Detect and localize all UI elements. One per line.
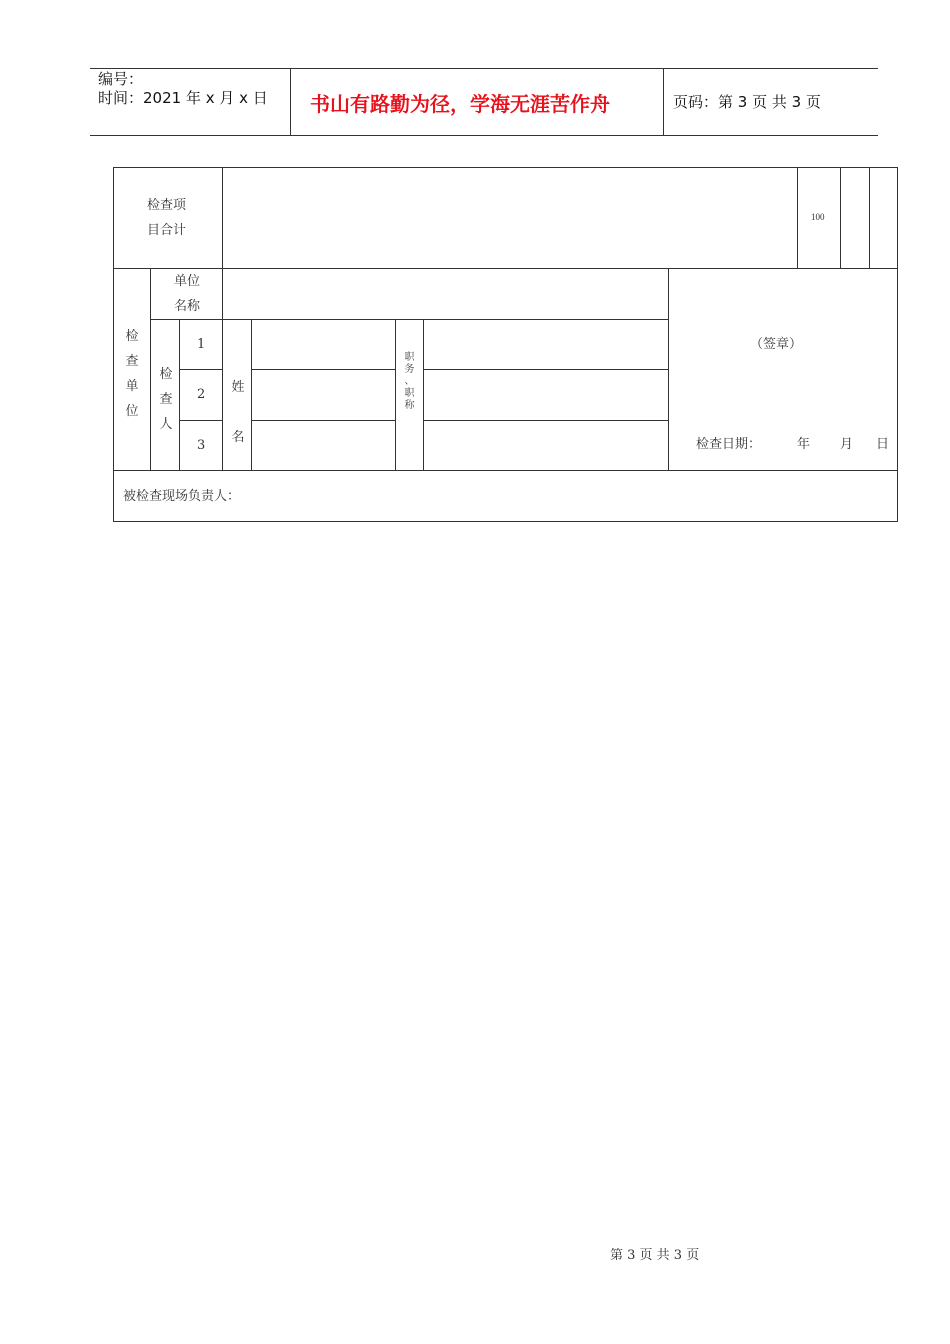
unit-label-divider: [150, 268, 151, 471]
unit-name-label-line2: 名称: [174, 299, 201, 314]
inspector-label: [153, 363, 179, 438]
title-char-2: 务: [404, 364, 415, 375]
header-divider-right: [663, 68, 664, 136]
total-score: 100: [811, 212, 825, 222]
site-responsible-field[interactable]: [260, 472, 896, 520]
footer-page-indicator: 第 3 页 共 3 页: [610, 1248, 700, 1263]
header-bottom-rule: [90, 135, 878, 136]
table-bottom-border: [113, 521, 898, 522]
inspector-row2-bottom: [179, 420, 223, 421]
title-char-3: 、: [404, 376, 415, 387]
title-column-label: [396, 352, 423, 412]
table-left-border: [113, 167, 114, 522]
title-char-5: 称: [404, 400, 415, 411]
name-label: [226, 376, 250, 451]
inspector-char-1: 检: [159, 367, 173, 382]
unit-section-char-3: 单: [125, 379, 139, 394]
inspector-name-field-1[interactable]: [252, 320, 394, 368]
motto: 书山有路勤为径，学海无涯苦作舟: [310, 92, 610, 116]
serial-label: 编号：: [98, 70, 144, 88]
date-day-label: 日: [876, 437, 890, 452]
score-col-left: [797, 167, 798, 269]
title-char-4: 职: [404, 388, 415, 399]
site-responsible-label: 被检查现场负责人：: [123, 489, 241, 504]
table-right-border: [897, 167, 898, 522]
inspector-name-field-3[interactable]: [252, 421, 394, 469]
unit-name-label-line1: 单位: [174, 274, 201, 289]
row-number-divider: [222, 319, 223, 471]
page-info: 页码：第 3 页 共 3 页: [673, 93, 821, 111]
inspector-title-field-3[interactable]: [424, 421, 667, 469]
seal-area-divider: [668, 268, 669, 471]
time-label: 时间：2021 年 x 月 x 日: [98, 89, 268, 107]
unit-section-char-1: 检: [125, 329, 139, 344]
inspector-char-3: 人: [159, 417, 173, 432]
total-label-line2: 目合计: [147, 223, 187, 238]
header-top-rule: [90, 68, 878, 69]
seal-label: （签章）: [750, 337, 803, 352]
row-number-1: 1: [197, 337, 206, 352]
unit-section-char-4: 位: [125, 404, 139, 419]
inspection-section-bottom: [113, 470, 898, 471]
total-label-line1: 检查项: [147, 198, 187, 213]
unit-name-field[interactable]: [223, 269, 667, 318]
name-char-1: 姓: [231, 380, 245, 395]
inspector-char-2: 查: [159, 392, 173, 407]
score-col-right: [840, 167, 841, 269]
header-divider-left: [290, 68, 291, 136]
unit-section-char-2: 查: [125, 354, 139, 369]
title-char-1: 职: [404, 352, 415, 363]
date-month-label: 月: [840, 437, 854, 452]
inspector-title-field-2[interactable]: [424, 370, 667, 419]
inspector-row1-bottom: [179, 369, 223, 370]
row-number-3: 3: [197, 438, 206, 453]
date-year-label: 年: [797, 437, 811, 452]
inspector-title-field-1[interactable]: [424, 320, 667, 368]
inspector-name-field-2[interactable]: [252, 370, 394, 419]
extra-col-divider: [869, 167, 870, 269]
row-number-2: 2: [197, 387, 206, 402]
inspection-date-label: 检查日期：: [696, 437, 762, 452]
inspector-label-divider: [179, 319, 180, 471]
unit-section-label: [120, 325, 144, 425]
total-content-cell[interactable]: [223, 168, 796, 267]
name-char-2: 名: [231, 430, 245, 445]
